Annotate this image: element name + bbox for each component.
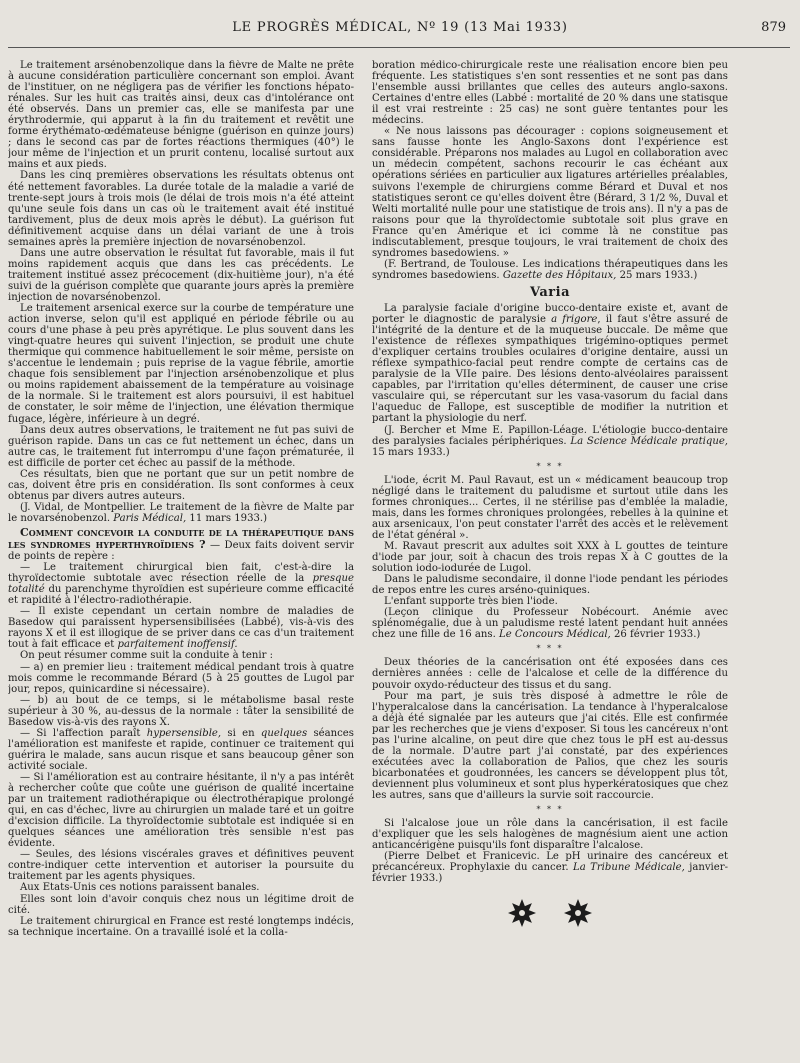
section-title-varia: Varia bbox=[529, 284, 571, 300]
citation bbox=[8, 502, 354, 524]
text-run: , il faut s'être assuré de l'intégrité de la denture et de la muqueuse buccale. De même que l'existence de réflexes sympathiques trigémino-optiques permet d'expliquer certains troubles oculaires d'origine dentaire, aussi un réflexe sympathico-facial peut rendre compte de certains cas de paralysie de la VIIe paire. Des lésions dento-alvéolaires paraissent capables, par l'irritation qu'elles déterminent, de causer une crise vasculaire qui, se répercutant sur les vasa-vasorum du facial dans l'aqueduc de Fallope, est susceptible de modifier la nutrition et partant la physiologie du nerf. bbox=[372, 314, 728, 425]
paragraph: — a) en premier lieu : traitement médical pendant trois à quatre mois comme le recommande Bérard (5 à 25 gouttes de Lugol par jour, repos, quinicardine si nécessaire). bbox=[8, 661, 354, 695]
paragraph: L'enfant supporte très bien l'iode. bbox=[384, 596, 558, 608]
text-run: — Si l'affection paraît bbox=[20, 727, 141, 739]
paragraph: L'iode, écrit M. Paul Ravaut, est un « médicament beaucoup trop négligé dans le traitement du paludisme et surtout utile dans les formes chroniques... Certes, il ne stérilise pas d'emblée la maladie, mais, dans les formes chroniques prolongées, rebelles à la quinine et aux arsenicaux, l'on peut constater l'arrêt des accès et le relèvement de l'état général ». bbox=[372, 474, 728, 541]
citation-journal: Paris Médical, bbox=[113, 512, 187, 524]
citation-journal: La Science Médicale pratique, bbox=[570, 435, 728, 447]
emphasis: parfaitement inoffensif. bbox=[117, 639, 238, 651]
citation-text: (J. Vidal, de Montpellier. Le traitement de la fièvre de Malte par le novarsénobenzol. bbox=[8, 501, 354, 524]
paragraph: Dans le paludisme secondaire, il donne l'iode pendant les périodes de repos entre les cures arséno-quiniques. bbox=[372, 574, 728, 597]
paragraph: Dans les cinq premières observations les résultats obtenus ont été nettement favorables. La durée totale de la maladie a varié de trente-sept jours à trois mois (le délai de trois mois n'a été atteint qu'une seule fois dans un cas où le traitement avait été institué tardivement, plus de deux mois après le début). La guérison fut définitivement acquise dans un délai variant de une à trois semaines après la première injection de novarsénobenzol. bbox=[8, 170, 354, 248]
article-heading: Comment concevoir la conduite de la thérapeutique dans les syndromes hyperthyroïdiens ? bbox=[8, 525, 354, 552]
text-run: La paralysie faciale d'origine bucco-dentaire existe et, avant de porter le diagnostic de paralysie bbox=[372, 302, 728, 326]
citation-date: janvier-février 1933.) bbox=[372, 862, 728, 885]
right-column bbox=[372, 60, 728, 1060]
citation-date: 11 mars 1933.) bbox=[189, 512, 268, 524]
citation-date: 26 février 1933.) bbox=[614, 629, 701, 641]
running-header bbox=[0, 18, 800, 42]
paragraph: Le traitement arsenical exerce sur la courbe de température une action inverse, selon qu'il est appliqué en période fébrile ou au cours d'une phase à peu près apyrétique. Le plus souvent dans les vingt-quatre heures qui suivent l'injection, se produit une chute thermique qui commence habituellement le soir même, persiste on s'accentue le lendemain ; puis reprise de la vague fébrile, amortie chaque fois sensiblement par l'injection arsénobenzolique et plus ou moins rapidement abaissement de la température au voisinage de la normale. Si le traitement est alors poursuivi, il est habituel de constater, le soir même de l'injection, une élévation thermique fugace, légère, inférieure à un degré. bbox=[8, 303, 354, 425]
paragraph: M. Ravaut prescrit aux adultes soit XXX à L gouttes de teinture d'iode par jour, soit à chacun des trois repas X à C gouttes de la solution iodo-iodurée de Lugol. bbox=[372, 540, 728, 575]
paragraph: On peut résumer comme suit la conduite à tenir : bbox=[20, 650, 274, 662]
paragraph: Elles sont loin d'avoir conquis chez nous un légitime droit de cité. bbox=[8, 893, 354, 916]
text-run: — Le traitement chirurgical bien fait, c'est-à-dire la thyroïdectomie subtotale avec résection réelle de la bbox=[8, 562, 354, 585]
emphasis: a frigore bbox=[551, 314, 598, 326]
emphasis: presque totalité bbox=[8, 573, 354, 596]
ornament-row bbox=[372, 898, 728, 928]
citation bbox=[372, 259, 728, 281]
citation-text: (Pierre Delbet et Franicevic. Le pH urinaire des cancéreux et précancéreux. Prophylaxie du cancer. bbox=[372, 851, 728, 874]
citation-journal: Le Concours Médical, bbox=[499, 629, 611, 641]
paragraph: Dans deux autres observations, le traitement ne fut pas suivi de guérison rapide. Dans un cas ce fut nettement un échec, dans un autre cas, le traitement fut interrompu d'une façon prématurée, il est difficile de porter cet échec au passif de la méthode. bbox=[8, 424, 354, 469]
paragraph bbox=[8, 728, 354, 772]
paragraph: boration médico-chirurgicale reste une réalisation encore bien peu fréquente. Les statistiques s'en sont ressenties et ne sont pas dans l'ensemble aussi brillantes que celles des auteurs anglo-saxons. Certaines d'entre elles (Labbé : mortalité de 20 % dans une statisque il est vrai restreinte : 25 cas) ne sont guère tentantes pour les médecins. bbox=[372, 60, 728, 127]
emphasis: hypersensible, bbox=[146, 727, 222, 739]
page-number: 879 bbox=[761, 20, 786, 35]
header-rule bbox=[8, 47, 790, 48]
paragraph: — Seules, des lésions viscérales graves et définitives peuvent contre-indiquer cette intervention et autoriser la poursuite du traitement par les agents physiques. bbox=[8, 849, 354, 883]
paragraph: Pour ma part, je suis très disposé à admettre le rôle de l'hyperalcalose dans la cancérisation. La tendance à l'hyperalcalose a déjà été signalée par les auteurs que j'ai cités. Elle est confirmée par les recherches que je viens d'exposer. Si tous les cancéreux n'ont pas l'urine alcaline, on peut dire que chez tous le pH est au-dessus de la normale. D'autre part j'ai constaté, par des expériences exécutées avec la collaboration de Palios, que chez les souris bicarbonatées et goudronnées, les cancers se développent plus tôt, deviennent plus volumineux et sont plus hyperkératosiques que chez les autres, sans que d'ailleurs la survie soit raccourcie. bbox=[372, 690, 728, 801]
paragraph: Aux Etats-Unis ces notions paraissent banales. bbox=[20, 882, 260, 894]
text-run: si en bbox=[227, 727, 255, 739]
citation-text: (J. Bercher et Mme E. Papillon-Léage. L'étiologie bucco-dentaire des paralysies faciales périphériques. bbox=[372, 424, 728, 447]
star-ornament-icon bbox=[563, 898, 593, 928]
journal-title: LE PROGRÈS MÉDICAL, Nº 19 (13 Mai 1933) bbox=[232, 20, 568, 35]
paragraph bbox=[8, 562, 354, 606]
paragraph: Le traitement arsénobenzolique dans la fièvre de Malte ne prête à aucune considération particulière concernant son emploi. Avant de l'instituer, on ne négligera pas de vérifier les fonctions hépato-rénales. Sur les huit cas traités ainsi, deux cas d'intolérance ont été observés. Dans un premier cas, elle se manifesta par une érythrodermie, qui apparut à la fin du traitement et revêtit une forme érythémato-œdémateuse bénigne (guérison en quinze jours) ; dans le second cas par de fortes réactions thermiques (40°) le jour même de l'injection et un prurit contenu, localisé surtout aux mains et aux pieds. bbox=[8, 60, 354, 171]
citation-text: (F. Bertrand, de Toulouse. Les indications thérapeutiques dans les syndromes basedowiens. bbox=[372, 258, 728, 281]
citation-journal: La Tribune Médicale, bbox=[573, 862, 685, 874]
asterism-divider: * * * bbox=[536, 805, 564, 815]
paragraph: « Ne nous laissons pas décourager : copions soigneusement et sans fausse honte les Anglo-Saxons dont l'expérience est considérable. Préparons nos malades au Lugol en collaboration avec un médecin compétent, sachons recourir le cas échéant aux opérations sériées en particulier aux ligatures artérielles préalables, suivons l'exemple de chirurgiens comme Bérard et Duval et nos statistiques seront ce qu'elles doivent être (Bérard, 3 1/2 %, Duval et Welti mortalité nulle pour une statistique de trois ans). Il n'y a pas de raisons pour que la thyroïdectomie subtotale soit plus grave en France qu'en Amérique et ici comme là ne constitue pas indiscutablement, presque toujours, le vrai traitement de choix des syndromes basedowiens. » bbox=[372, 126, 728, 259]
citation bbox=[372, 607, 728, 640]
paragraph: Le traitement chirurgical en France est resté longtemps indécis, sa technique incertaine. On a travaillé isolé et la colla- bbox=[8, 915, 354, 938]
paragraph: Ces résultats, bien que ne portant que sur un petit nombre de cas, doivent être pris en considération. Ils sont conformes à ceux obtenus par divers autres auteurs. bbox=[8, 468, 354, 502]
paragraph bbox=[8, 606, 354, 650]
paragraph: Dans une autre observation le résultat fut favorable, mais il fut moins rapidement acquis que dans les cas précédents. Le traitement institué assez précocement (dix-huitième jour), n'a été suivi de la guérison complète que quarante jours après la première injection de novarsénobenzol. bbox=[8, 247, 354, 303]
paragraph: Deux théories de la cancérisation ont été exposées dans ces dernières années : celle de l'alcalose et celle de la différence du pouvoir oxydo-réducteur des tissus et du sang. bbox=[372, 657, 728, 691]
paragraph bbox=[8, 527, 354, 562]
citation bbox=[372, 425, 728, 458]
text-run: — Il existe cependant un certain nombre de maladies de Basedow qui paraissent hypersensibilisées (Labbé), vis-à-vis des rayons X et il est illogique de se priver dans ce cas d'un traitement tout à fait efficace et bbox=[8, 606, 354, 651]
paragraph: Si l'alcalose joue un rôle dans la cancérisation, il est facile d'expliquer que les sels halogènes de magnésium aient une action anticancérigène puisqu'ils font disparaître l'alcalose. bbox=[372, 818, 728, 852]
paragraph: — b) au bout de ce temps, si le métabolisme basal reste supérieur à 30 %, au-dessus de la normale : tâter la sensibilité de Basedow vis-à-vis des rayons X. bbox=[8, 694, 354, 728]
citation-journal: Gazette des Hôpitaux, bbox=[502, 269, 617, 281]
asterism-divider: * * * bbox=[536, 644, 564, 654]
text-run: du parenchyme thyroïdien est supérieure comme efficacité et rapidité à l'électro-radiothérapie. bbox=[8, 584, 354, 607]
citation bbox=[372, 851, 728, 884]
star-ornament-icon bbox=[507, 898, 537, 928]
paragraph bbox=[372, 303, 728, 425]
citation-text: (Leçon clinique du Professeur Nobécourt. Anémie avec splénomégalie, due à un paludisme resté latent pendant huit années chez une fille de 16 ans. bbox=[372, 607, 728, 641]
heading-lead: — Deux faits doivent servir de points de repère : bbox=[8, 540, 354, 563]
citation-date: 25 mars 1933.) bbox=[619, 269, 698, 281]
citation-date: 15 mars 1933.) bbox=[372, 446, 450, 458]
text-run: séances l'amélioration est manifeste et rapide, continuer ce traitement qui guérira le malade, sans aucun risque et sans beaucoup gêner son activité sociale. bbox=[8, 727, 354, 772]
left-column bbox=[8, 60, 354, 1060]
emphasis: quelques bbox=[260, 727, 308, 739]
asterism-divider: * * * bbox=[536, 461, 564, 471]
paragraph: — Si l'amélioration est au contraire hésitante, il n'y a pas intérêt à rechercher coûte que coûte une guérison de qualité incertaine par un traitement radiothérapique ou électrothérapique prolongé qui, en cas d'échec, livre au chirurgien un malade taré et un goitre d'excision difficile. La thyroïdectomie subtotale est indiquée si en quelques séances une amélioration très sensible n'est pas évidente. bbox=[8, 772, 354, 850]
